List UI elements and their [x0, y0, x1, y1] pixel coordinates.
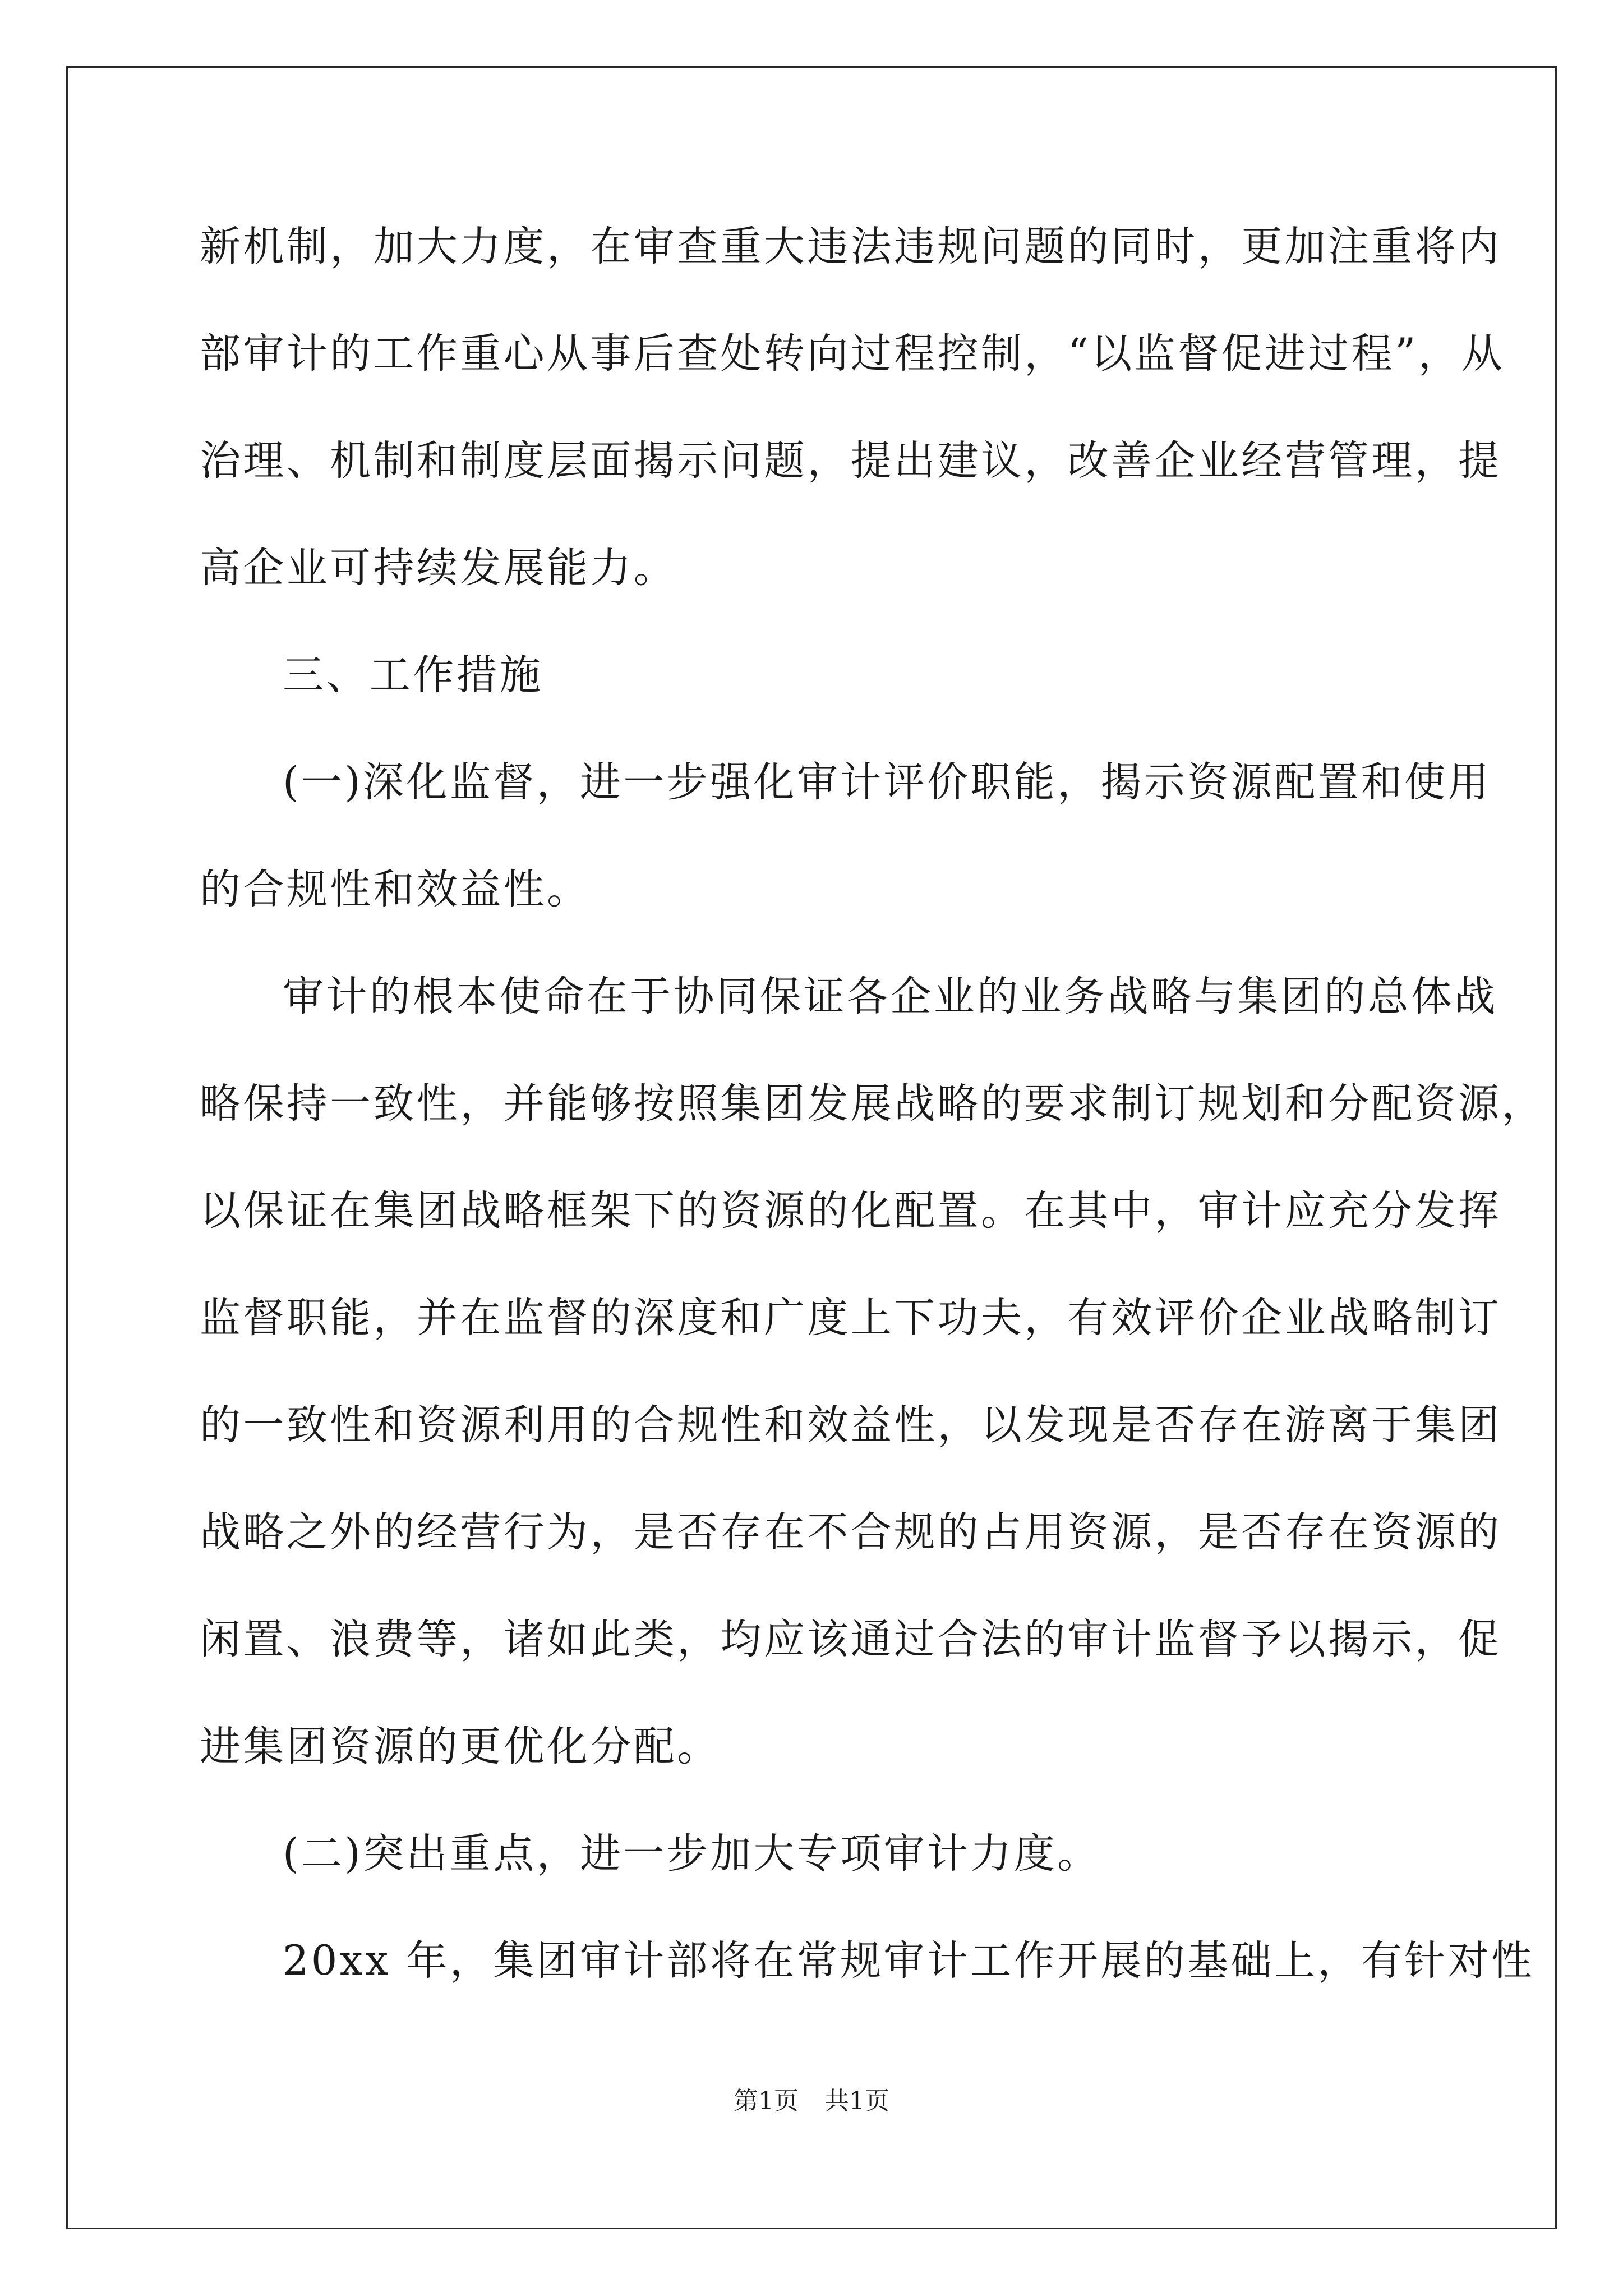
page-footer — [0, 2085, 1623, 2118]
text-line: 部审计的工作重心从事后查处转向过程控制，“以监督促进过程”，从 — [200, 330, 1505, 378]
section-heading: 三、工作措施 — [283, 651, 543, 699]
page-total: 共1页 — [824, 2087, 889, 2115]
subsection-heading: (一)深化监督，进一步强化审计评价职能，揭示资源配置和使用 — [283, 758, 1491, 806]
document-body — [200, 213, 1545, 2035]
text-line: 闲置、浪费等，诸如此类，均应该通过合法的审计监督予以揭示，促 — [200, 1616, 1502, 1663]
text-line: 的一致性和资源利用的合规性和效益性，以发现是否存在游离于集团 — [200, 1401, 1502, 1449]
text-line: 治理、机制和制度层面揭示问题，提出建议，改善企业经营管理，提 — [200, 437, 1502, 485]
text-line: 战略之外的经营行为，是否存在不合规的占用资源，是否存在资源的 — [200, 1508, 1502, 1556]
page-number: 第1页 — [734, 2087, 799, 2115]
text-line: 20xx 年，集团审计部将在常规审计工作开展的基础上，有针对性 — [283, 1937, 1535, 1985]
text-line: 新机制，加大力度，在审查重大违法违规问题的同时，更加注重将内 — [200, 223, 1502, 270]
text-line: 监督职能，并在监督的深度和广度上下功夫，有效评价企业战略制订 — [200, 1294, 1502, 1342]
text-line: 高企业可持续发展能力。 — [200, 544, 677, 592]
subsection-heading: (二)突出重点，进一步加大专项审计力度。 — [283, 1830, 1101, 1878]
text-line: 审计的根本使命在于协同保证各企业的业务战略与集团的总体战 — [283, 973, 1498, 1020]
text-line: 略保持一致性，并能够按照集团发展战略的要求制订规划和分配资源， — [200, 1080, 1545, 1128]
text-line: 的合规性和效益性。 — [200, 866, 591, 913]
text-line: 进集团资源的更优化分配。 — [200, 1723, 721, 1770]
text-line: 以保证在集团战略框架下的资源的化配置。在其中，审计应充分发挥 — [200, 1187, 1502, 1235]
